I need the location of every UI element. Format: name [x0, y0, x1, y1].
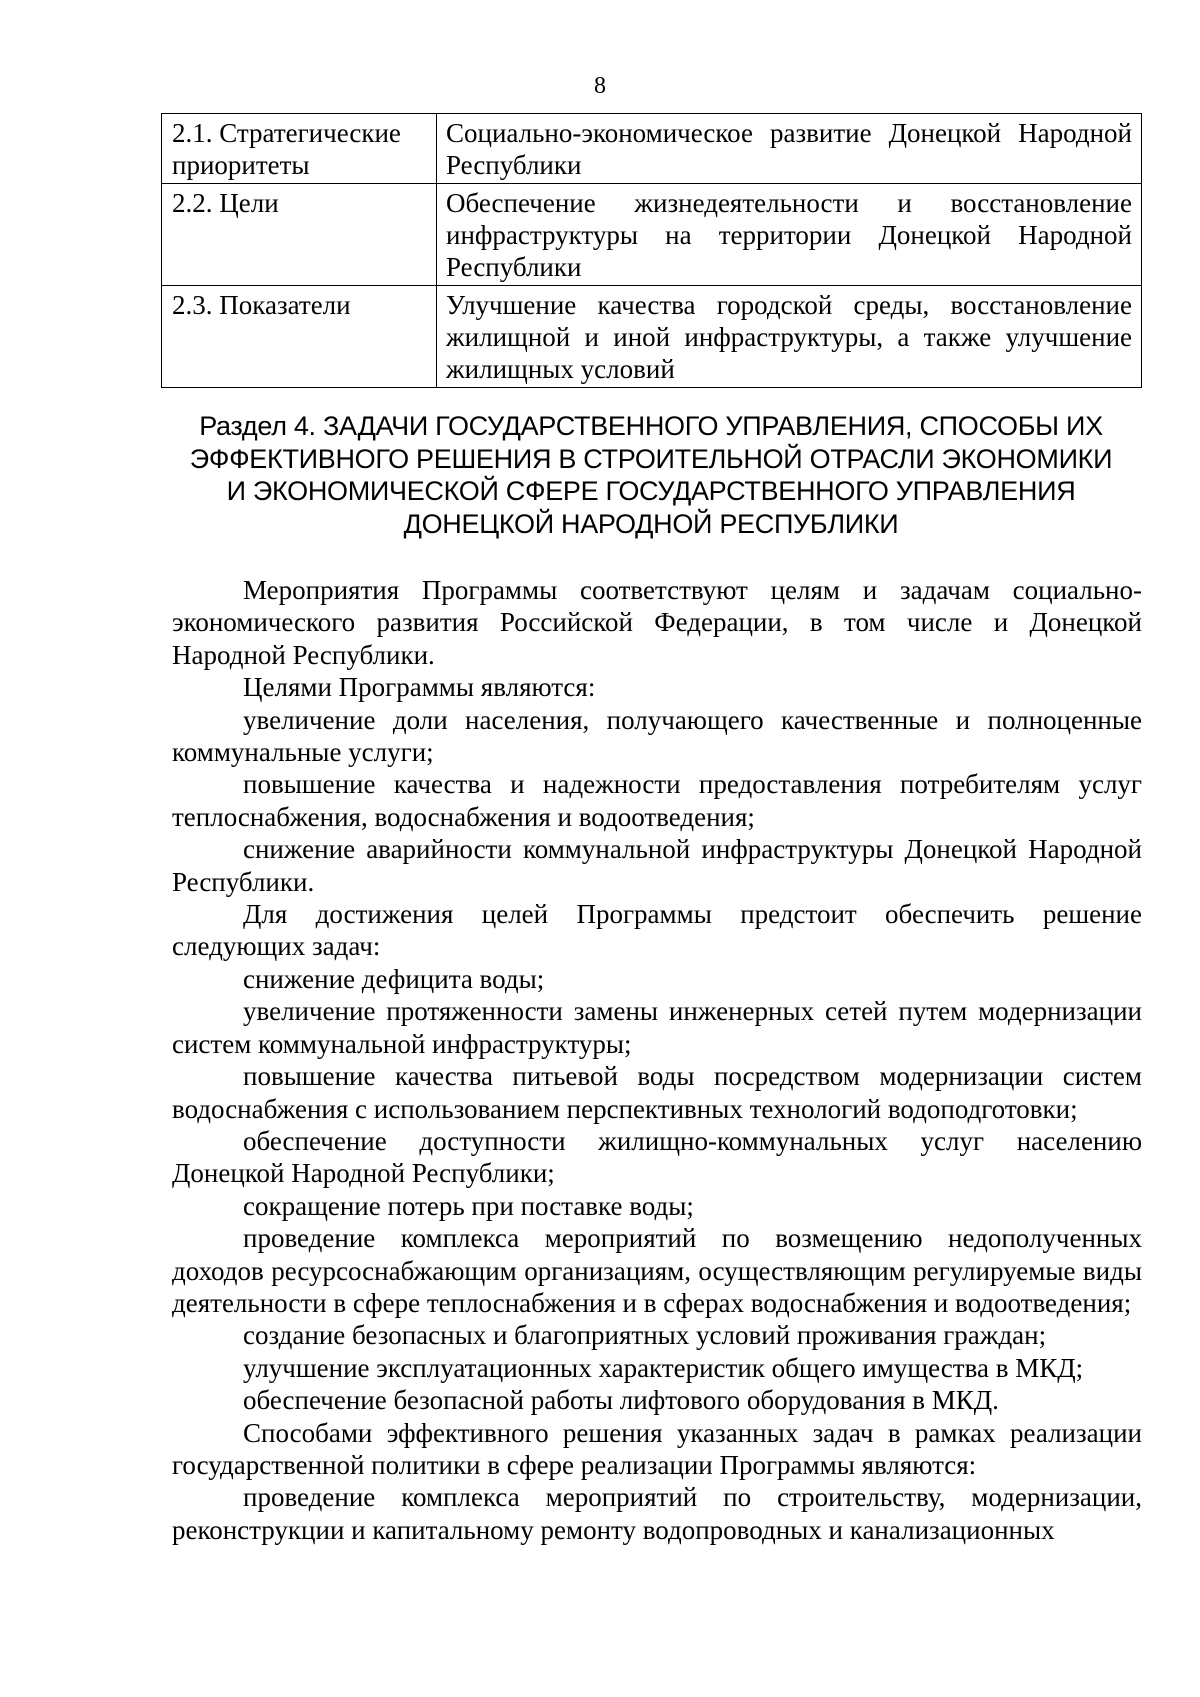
methods-intro: Способами эффективного решения указанных задач в рамках реализации государственной политики в сфере реализации Программы являются:: [172, 1417, 1142, 1480]
task-item: улучшение эксплуатационных характеристик общего имущества в МКД;: [243, 1352, 1084, 1383]
row-label-goals: 2.2. Цели: [162, 184, 437, 286]
row-value-goals: Обеспечение жизнедеятельности и восстановление инфраструктуры на территории Донецкой Народной Республики: [437, 184, 1142, 286]
task-item: увеличение протяженности замены инженерных сетей путем модернизации систем коммунальной инфраструктуры;: [172, 996, 1142, 1059]
passport-table: [161, 113, 1142, 388]
task-item: проведение комплекса мероприятий по возмещению недополученных доходов ресурсоснабжающим организациям, осуществляющим регулируемые виды деятельности в сфере теплоснабжения и в сферах водоснабжения и водоотведения;: [172, 1223, 1142, 1318]
method-item: проведение комплекса мероприятий по строительству, модернизации, реконструкции и капитальному ремонту водопроводных и канализационных: [172, 1482, 1142, 1545]
table-row: [162, 184, 1142, 286]
task-item: снижение дефицита воды;: [243, 963, 545, 994]
goal-item: повышение качества и надежности предоставления потребителям услуг теплоснабжения, водоснабжения и водоотведения;: [172, 769, 1142, 832]
task-item: обеспечение доступности жилищно-коммунальных услуг населению Донецкой Народной Республики;: [172, 1125, 1142, 1189]
tasks-intro: Для достижения целей Программы предстоит обеспечить решение следующих задач:: [172, 899, 1142, 962]
goal-item: увеличение доли населения, получающего качественные и полноценные коммунальные услуги;: [172, 704, 1142, 768]
section-heading: [160, 410, 1142, 540]
table-row: [162, 286, 1142, 388]
task-item: обеспечение безопасной работы лифтового оборудования в МКД.: [243, 1385, 999, 1416]
section-heading-line: ЭФФЕКТИВНОГО РЕШЕНИЯ В СТРОИТЕЛЬНОЙ ОТРАСЛИ ЭКОНОМИКИ: [189, 443, 1113, 474]
task-item: сокращение потерь при поставке воды;: [243, 1190, 694, 1221]
goals-intro: Целями Программы являются:: [243, 672, 596, 703]
section-heading-line: ДОНЕЦКОЙ НАРОДНОЙ РЕСПУБЛИКИ: [403, 508, 899, 539]
row-value-strategic-priorities: Социально-экономическое развитие Донецкой Народной Республики: [437, 114, 1142, 184]
table-row: [162, 114, 1142, 184]
task-item: создание безопасных и благоприятных условий проживания граждан;: [243, 1320, 1047, 1351]
section-heading-line: Раздел 4. ЗАДАЧИ ГОСУДАРСТВЕННОГО УПРАВЛЕНИЯ, СПОСОБЫ ИХ: [199, 411, 1103, 441]
intro-paragraph: Мероприятия Программы соответствуют целям и задачам социально-экономического развития Российской Федерации, в том числе и Донецкой Народной Республики.: [172, 575, 1142, 670]
row-label-strategic-priorities: 2.1. Стратегические приоритеты: [162, 114, 437, 184]
section-heading-line: И ЭКОНОМИЧЕСКОЙ СФЕРЕ ГОСУДАРСТВЕННОГО УПРАВЛЕНИЯ: [226, 476, 1076, 506]
page-number: 8: [594, 73, 606, 99]
row-label-indicators: 2.3. Показатели: [162, 286, 437, 388]
goal-item: снижение аварийности коммунальной инфраструктуры Донецкой Народной Республики.: [172, 834, 1142, 897]
task-item: повышение качества питьевой воды посредством модернизации систем водоснабжения с использованием перспективных технологий водоподготовки;: [172, 1061, 1142, 1124]
section-body: [172, 574, 1142, 1546]
row-value-indicators: Улучшение качества городской среды, восстановление жилищной и иной инфраструктуры, а также улучшение жилищных условий: [437, 286, 1142, 388]
